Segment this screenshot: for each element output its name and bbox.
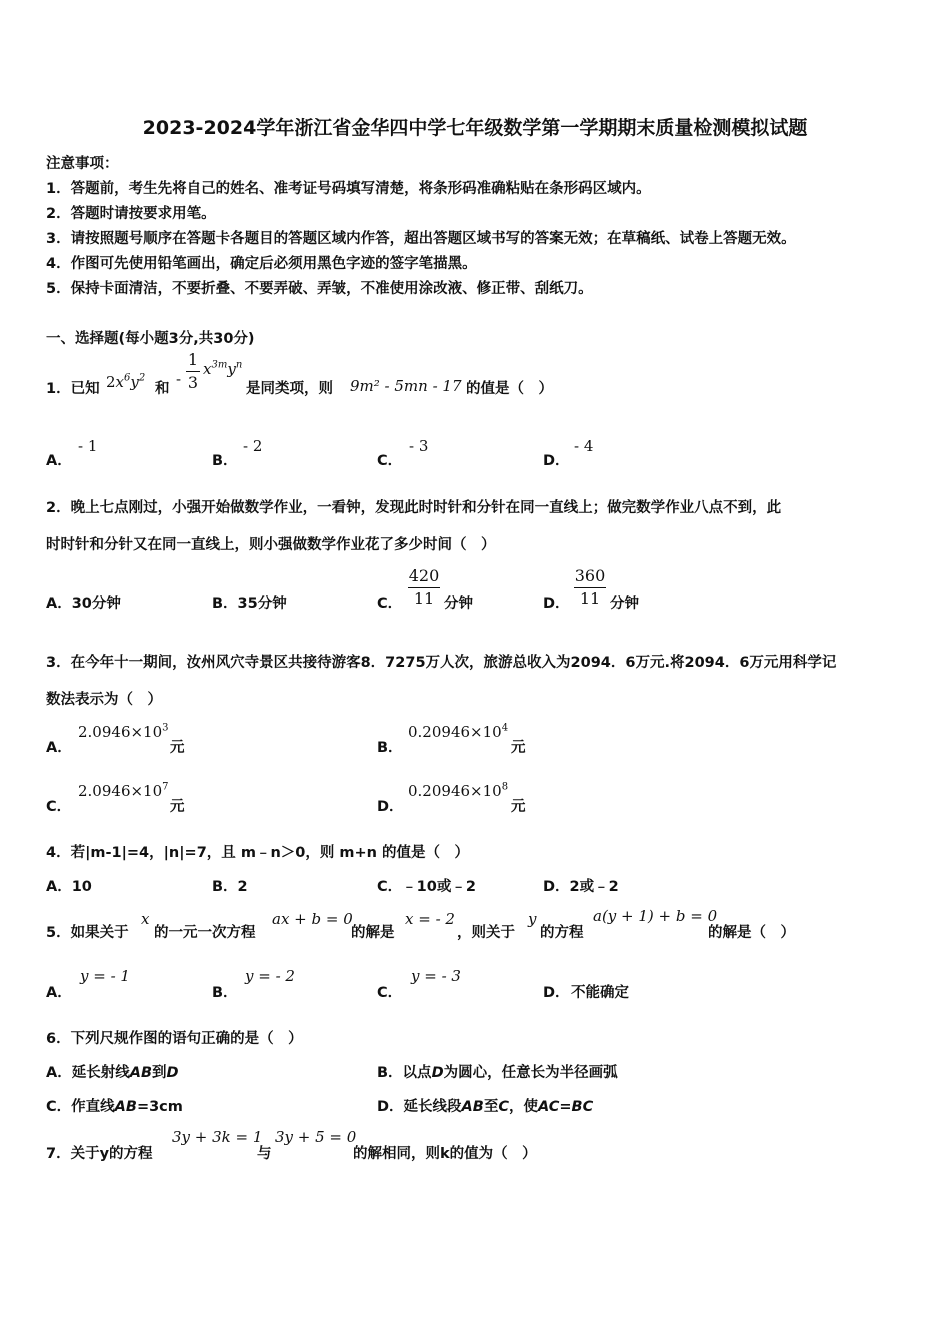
notice-item: 5．保持卡面清洁，不要折叠、不要弄破、弄皱，不准使用涂改液、修正带、刮纸刀。 <box>46 281 593 297</box>
q1-mid-text: 是同类项，则 <box>246 381 333 397</box>
q4-option: A．10 <box>46 879 92 895</box>
section-heading: 一、选择题(每小题3分,共30分) <box>46 331 255 347</box>
q2-option-d-unit: 分钟 <box>610 596 639 612</box>
q3-option-value: $2.0946\times 10^7$ <box>78 781 169 800</box>
q7-equation2: 3y + 5 = 0 <box>275 1128 357 1146</box>
q1-option-value: - 1 <box>78 437 98 455</box>
q7-prefix: 7．关于y的方程 <box>46 1146 153 1162</box>
q1-neg-sign: - <box>176 370 182 388</box>
q6-option-c: C．作直线AB=3cm <box>46 1099 183 1115</box>
q4-option: D．2或﹣2 <box>543 879 619 895</box>
q5-text: 的一元一次方程 <box>154 925 256 941</box>
q5-equation2: a(y + 1) + b = 0 <box>593 907 718 925</box>
q1-option-label: D． <box>543 453 570 469</box>
q5-suffix: 的解是（ ） <box>708 925 795 941</box>
q3-option-label: D． <box>377 799 404 815</box>
q6-stem: 6．下列尺规作图的语句正确的是（ ） <box>46 1031 303 1047</box>
q5-solution: x = - 2 <box>405 910 455 928</box>
q1-prefix: 1．已知 <box>46 381 100 397</box>
q7-equation1: 3y + 3k = 1 <box>172 1128 263 1146</box>
q3-option-value: $2.0946\times 10^3$ <box>78 722 169 741</box>
q5-option-label: C． <box>377 985 403 1001</box>
q5-option-label: A． <box>46 985 72 1001</box>
q3-option-label: A． <box>46 740 72 756</box>
q5-option-label: B． <box>212 985 238 1001</box>
q6-option-b: B．以点D为圆心，任意长为半径画弧 <box>377 1065 618 1081</box>
q1-and: 和 <box>155 381 170 397</box>
q1-option-value: - 3 <box>409 437 429 455</box>
q4-option: C．﹣10或﹣2 <box>377 879 476 895</box>
q5-var-x: x <box>141 910 150 928</box>
q1-fraction: 1 3 <box>187 350 199 392</box>
q5-option-value: y = - 3 <box>411 967 461 985</box>
q3-option-label: C． <box>46 799 72 815</box>
q2-option-c-fraction: 420 11 <box>408 566 440 608</box>
q5-option-value: 不能确定 <box>571 985 629 1001</box>
q2-option-d-label: D． <box>543 596 570 612</box>
notice-heading: 注意事项： <box>46 156 119 172</box>
q3-option-unit: 元 <box>170 799 185 815</box>
q3-option-value: $0.20946\times 10^4$ <box>408 722 509 741</box>
q3-option-value: $0.20946\times 10^8$ <box>408 781 509 800</box>
q6-option-d: D．延长线段AB至C，使AC=BC <box>377 1099 594 1115</box>
q1-term2: $x^{3m}y^n$ <box>203 359 243 378</box>
q5-option-value: y = - 1 <box>80 967 130 985</box>
q5-option-label: D． <box>543 985 570 1001</box>
page-title: 2023-2024学年浙江省金华四中学七年级数学第一学期期末质量检测模拟试题 <box>142 117 808 139</box>
q5-var-y: y <box>528 910 537 928</box>
q3-option-unit: 元 <box>170 740 185 756</box>
q5-text: 的方程 <box>540 925 584 941</box>
q1-term1: $2x^6y^2$ <box>106 372 146 391</box>
q3-option-unit: 元 <box>511 799 526 815</box>
q1-option-label: B． <box>212 453 238 469</box>
q2-option-b: B．35分钟 <box>212 596 287 612</box>
q5-equation1: ax + b = 0 <box>272 910 353 928</box>
q2-stem-line1: 2．晚上七点刚过，小强开始做数学作业，一看钟，发现此时时针和分针在同一直线上；做完数学作业八点不到，此 <box>46 500 782 516</box>
q4-option: B．2 <box>212 879 248 895</box>
q1-option-value: - 4 <box>574 437 594 455</box>
q7-and: 与 <box>257 1146 272 1162</box>
q3-stem-line2: 数法表示为（ ） <box>46 692 162 708</box>
notice-item: 2．答题时请按要求用笔。 <box>46 206 216 222</box>
notice-item: 1．答题前，考生先将自己的姓名、准考证号码填写清楚，将条形码准确粘贴在条形码区域内。 <box>46 181 651 197</box>
q2-option-a: A．30分钟 <box>46 596 121 612</box>
notice-item: 3．请按照题号顺序在答题卡各题目的答题区域内作答，超出答题区域书写的答案无效；在草稿纸、试卷上答题无效。 <box>46 231 796 247</box>
q1-option-label: A． <box>46 453 72 469</box>
q1-option-label: C． <box>377 453 403 469</box>
q2-option-d-fraction: 360 11 <box>574 566 606 608</box>
q5-text: ，则关于 <box>457 925 515 941</box>
q1-suffix: 的值是（ ） <box>466 381 553 397</box>
q5-text: 的解是 <box>351 925 395 941</box>
q5-prefix: 5．如果关于 <box>46 925 129 941</box>
q2-option-c-label: C． <box>377 596 403 612</box>
q7-suffix: 的解相同，则k的值为（ ） <box>353 1146 537 1162</box>
q4-stem: 4．若|m-1|=4，|n|=7，且 m﹣n＞0，则 m+n 的值是（ ） <box>46 845 470 861</box>
q6-option-a: A．延长射线AB到D <box>46 1065 179 1081</box>
q1-expression: 9m² - 5mn - 17 <box>350 377 462 395</box>
q3-option-unit: 元 <box>511 740 526 756</box>
q2-option-c-unit: 分钟 <box>444 596 473 612</box>
q5-option-value: y = - 2 <box>245 967 295 985</box>
notice-item: 4．作图可先使用铅笔画出，确定后必须用黑色字迹的签字笔描黑。 <box>46 256 477 272</box>
q1-option-value: - 2 <box>243 437 263 455</box>
q3-option-label: B． <box>377 740 403 756</box>
q3-stem-line1: 3．在今年十一期间，汝州风穴寺景区共接待游客8．7275万人次，旅游总收入为2094．6万元.将2094．6万元用科学记 <box>46 655 837 671</box>
q2-stem-line2: 时时针和分针又在同一直线上，则小强做数学作业花了多少时间（ ） <box>46 537 496 553</box>
